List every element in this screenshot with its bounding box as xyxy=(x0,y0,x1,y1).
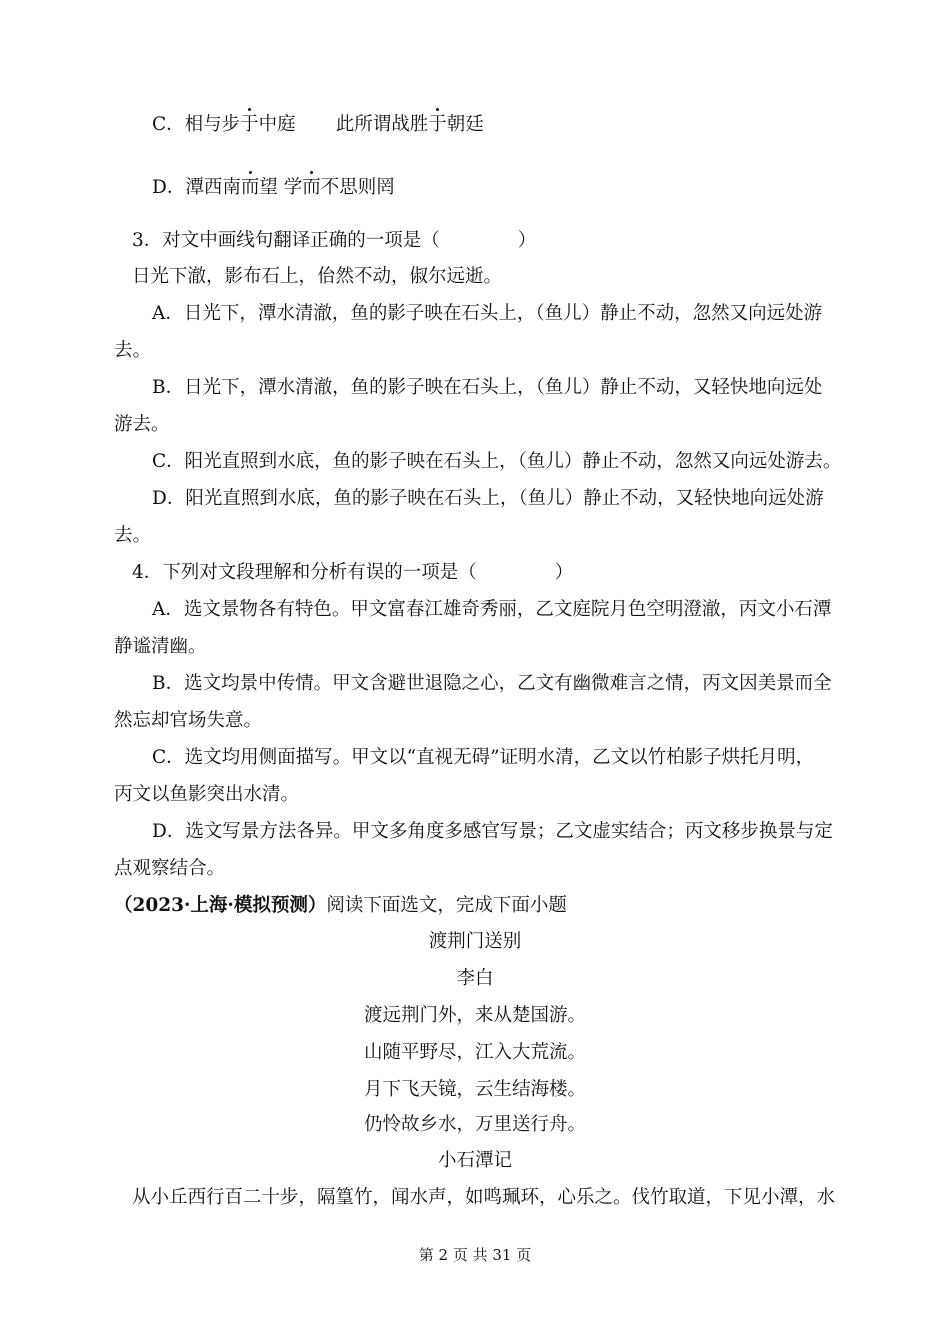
q4-option-a-cont: 静谧清幽。 xyxy=(114,636,207,657)
q4-option-d: D．选文写景方法各异。甲文多角度多感官写景；乙文虚实结合；丙文移步换景与定 xyxy=(152,821,833,842)
emphasis-dot-char: 而 xyxy=(302,175,321,201)
poem-line: 月下飞天镜，云生结海楼。 xyxy=(363,1079,586,1100)
section-header: （2023·上海·模拟预测）阅读下面选文，完成下面小题 xyxy=(114,895,567,916)
q3-option-b: B．日光下，潭水清澈，鱼的影子映在石头上，（鱼儿）静止不动，又轻快地向远处 xyxy=(152,377,823,398)
q4-option-b-cont: 然忘却官场失意。 xyxy=(114,710,263,731)
q3-option-a: A．日光下，潭水清澈，鱼的影子映在石头上，（鱼儿）静止不动，忽然又向远处游 xyxy=(152,303,823,324)
q2-option-d: D．潭西南而望 学而不思则罔 xyxy=(152,175,395,201)
q4-option-a: A．选文景物各有特色。甲文富春江雄奇秀丽，乙文庭院月色空明澄澈，丙文小石潭 xyxy=(152,599,832,620)
q4-option-d-cont: 点观察结合。 xyxy=(114,858,226,879)
q3-option-d: D．阳光直照到水底，鱼的影子映在石头上，（鱼儿）静止不动，又轻快地向远处游 xyxy=(152,488,824,509)
page-footer: 第 2 页 共 31 页 xyxy=(418,1246,532,1264)
q4-option-c-cont: 丙文以鱼影突出水清。 xyxy=(114,784,300,805)
q3-option-a-cont: 去。 xyxy=(114,340,152,361)
q3-option-d-cont: 去。 xyxy=(114,525,152,546)
q3-stem: 3．对文中画线句翻译正确的一项是（ ） xyxy=(132,230,537,251)
q3-option-b-cont: 游去。 xyxy=(114,414,170,435)
prose-title: 小石潭记 xyxy=(437,1150,512,1171)
q3-option-c: C．阳光直照到水底，鱼的影子映在石头上，（鱼儿）静止不动，忽然又向远处游去。 xyxy=(152,451,842,472)
poem-title: 渡荆门送别 xyxy=(428,931,522,952)
poem-line: 山随平野尽，江入大荒流。 xyxy=(363,1042,586,1063)
q3-quote: 日光下澈，影布石上，佁然不动，俶尔远逝。 xyxy=(132,266,503,287)
question-source: （2023·上海·模拟预测） xyxy=(114,895,327,916)
poem-line: 仍怜故乡水，万里送行舟。 xyxy=(363,1114,586,1135)
poem-author: 李白 xyxy=(456,968,494,989)
emphasis-dot-char: 于 xyxy=(428,112,447,138)
prose-line: 从小丘西行百二十步，隔篁竹，闻水声，如鸣珮环，心乐之。伐竹取道，下见小潭，水 xyxy=(132,1187,836,1208)
q2-option-c: C．相与步于中庭 此所谓战胜于朝廷 xyxy=(152,112,484,138)
q4-stem: 4．下列对文段理解和分析有误的一项是（ ） xyxy=(132,562,574,583)
emphasis-dot-char: 而 xyxy=(241,175,260,201)
emphasis-dot-char: 于 xyxy=(240,112,259,138)
poem-line: 渡远荆门外，来从楚国游。 xyxy=(363,1005,586,1026)
q4-option-c: C．选文均用侧面描写。甲文以“直视无碍”证明水清，乙文以竹柏影子烘托月明， xyxy=(152,747,815,768)
q4-option-b: B．选文均景中传情。甲文含避世退隐之心，乙文有幽微难言之情，丙文因美景而全 xyxy=(152,673,832,694)
